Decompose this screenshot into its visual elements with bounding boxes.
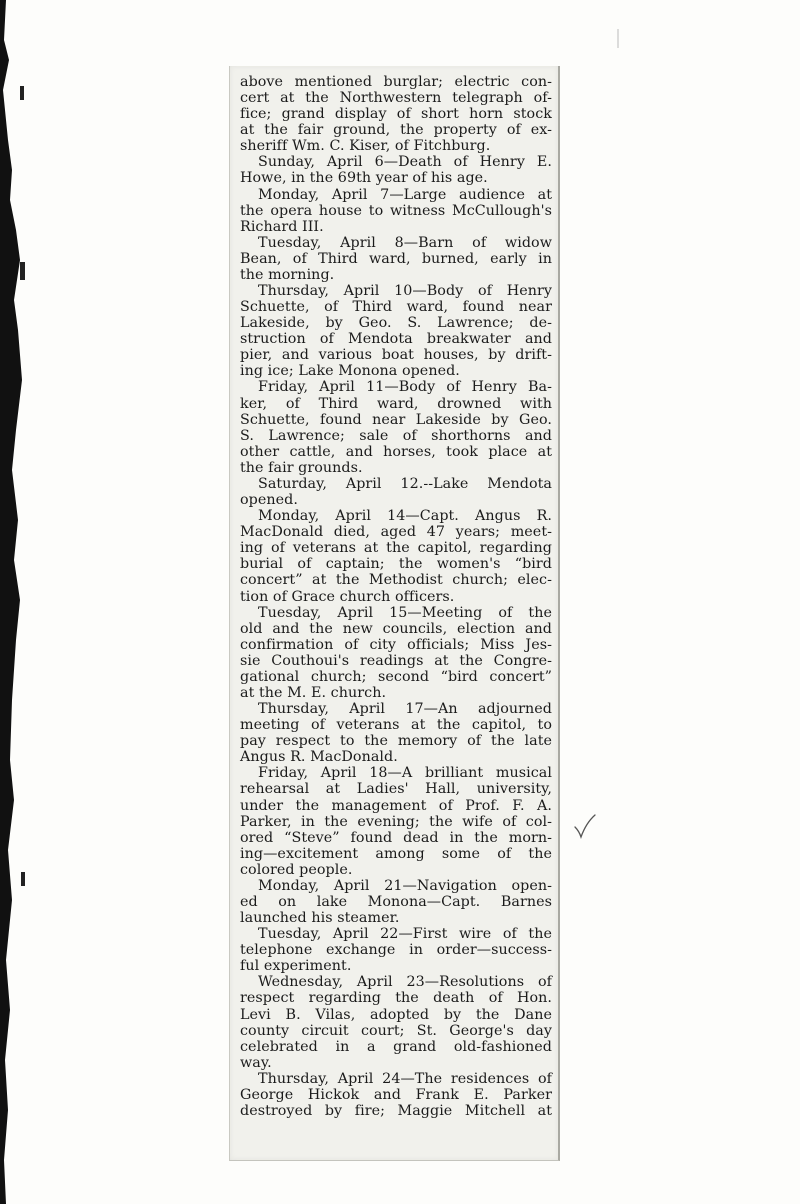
- text-line: destroyed by fire; Maggie Mitchell at: [240, 1103, 552, 1119]
- text-line: ing—excitement among some of the: [240, 845, 552, 862]
- text-line: at the M. E. church.: [240, 684, 387, 701]
- text-line: Wednesday, April 23—Resolutions of: [258, 974, 552, 991]
- text-line: George Hickok and Frank E. Parker: [240, 1086, 552, 1103]
- scan-edge: [0, 0, 26, 1204]
- text-line: way.: [240, 1054, 272, 1071]
- text-line: Lakeside, by Geo. S. Lawrence; de-: [240, 315, 552, 332]
- text-line: Thursday, April 17—An adjourned: [258, 701, 552, 718]
- text-line: at the fair ground, the property of ex-: [240, 122, 552, 139]
- text-line: Thursday, April 24—The residences of: [258, 1070, 552, 1087]
- clipping-text: [240, 74, 552, 1119]
- text-line: ing of veterans at the capitol, regarding: [240, 540, 552, 557]
- text-line: Howe, in the 69th year of his age.: [240, 170, 488, 187]
- text-line: old and the new councils, election and: [240, 620, 552, 637]
- text-line: other cattle, and horses, took place at: [240, 443, 552, 460]
- text-line: launched his steamer.: [240, 910, 400, 927]
- text-line: ored “Steve” found dead in the morn-: [240, 829, 552, 846]
- text-line: ker, of Third ward, drowned with: [240, 395, 552, 412]
- text-line: meeting of veterans at the capitol, to: [240, 717, 552, 734]
- pencil-mark: [612, 28, 624, 50]
- text-line: colored people.: [240, 861, 353, 878]
- text-line: MacDonald died, aged 47 years; meet-: [240, 524, 552, 541]
- text-line: Sunday, April 6—Death of Henry E.: [258, 154, 552, 171]
- text-line: telephone exchange in order—success-: [240, 942, 552, 959]
- newspaper-clipping: [229, 66, 560, 1161]
- text-line: fice; grand display of short horn stock: [240, 106, 552, 123]
- text-line: Schuette, of Third ward, found near: [240, 299, 552, 316]
- text-line: the opera house to witness McCullough's: [240, 202, 552, 219]
- text-line: opened.: [240, 492, 298, 509]
- text-line: Schuette, found near Lakeside by Geo.: [240, 411, 552, 428]
- text-line: gational church; second “bird concert”: [240, 668, 552, 685]
- text-line: tion of Grace church officers.: [240, 588, 455, 605]
- text-line: ed on lake Monona—Capt. Barnes: [240, 893, 552, 910]
- text-line: Saturday, April 12.--Lake Mendota: [258, 475, 552, 492]
- text-line: ful experiment.: [240, 958, 352, 975]
- text-line: Parker, in the evening; the wife of col-: [240, 813, 552, 830]
- checkmark-icon: [573, 813, 597, 839]
- text-line: rehearsal at Ladies' Hall, university,: [240, 781, 552, 798]
- text-line: Monday, April 21—Navigation open-: [258, 877, 552, 894]
- text-line: under the management of Prof. F. A.: [240, 797, 552, 814]
- text-line: sie Couthoui's readings at the Congre-: [240, 652, 552, 669]
- text-line: pier, and various boat houses, by drift-: [240, 347, 552, 364]
- text-line: burial of captain; the women's “bird: [240, 556, 552, 573]
- text-line: respect regarding the death of Hon.: [240, 990, 552, 1007]
- text-line: Friday, April 11—Body of Henry Ba-: [258, 379, 552, 396]
- text-line: Richard III.: [240, 218, 324, 235]
- text-line: concert” at the Methodist church; elec-: [240, 572, 552, 589]
- text-line: ing ice; Lake Monona opened.: [240, 363, 460, 380]
- text-line: Thursday, April 10—Body of Henry: [258, 283, 552, 300]
- text-line: the morning.: [240, 266, 335, 283]
- text-line: cert at the Northwestern telegraph of-: [240, 90, 552, 107]
- text-line: the fair grounds.: [240, 459, 363, 476]
- text-line: Tuesday, April 15—Meeting of the: [258, 604, 552, 621]
- text-line: above mentioned burglar; electric con-: [240, 74, 552, 90]
- text-line: Friday, April 18—A brilliant musical: [258, 765, 552, 782]
- text-line: struction of Mendota breakwater and: [240, 331, 552, 348]
- text-line: confirmation of city officials; Miss Jes-: [240, 636, 552, 653]
- text-line: Monday, April 14—Capt. Angus R.: [258, 508, 552, 525]
- text-line: Levi B. Vilas, adopted by the Dane: [240, 1006, 552, 1023]
- text-line: Bean, of Third ward, burned, early in: [240, 250, 552, 267]
- text-line: Tuesday, April 8—Barn of widow: [258, 234, 552, 251]
- text-line: S. Lawrence; sale of shorthorns and: [240, 427, 552, 444]
- text-line: Tuesday, April 22—First wire of the: [258, 926, 552, 943]
- text-line: Monday, April 7—Large audience at: [258, 186, 552, 203]
- text-line: county circuit court; St. George's day: [240, 1022, 552, 1039]
- text-line: Angus R. MacDonald.: [240, 749, 398, 766]
- text-line: celebrated in a grand old-fashioned: [240, 1038, 552, 1055]
- text-line: pay respect to the memory of the late: [240, 733, 552, 750]
- text-line: sheriff Wm. C. Kiser, of Fitchburg.: [240, 138, 491, 155]
